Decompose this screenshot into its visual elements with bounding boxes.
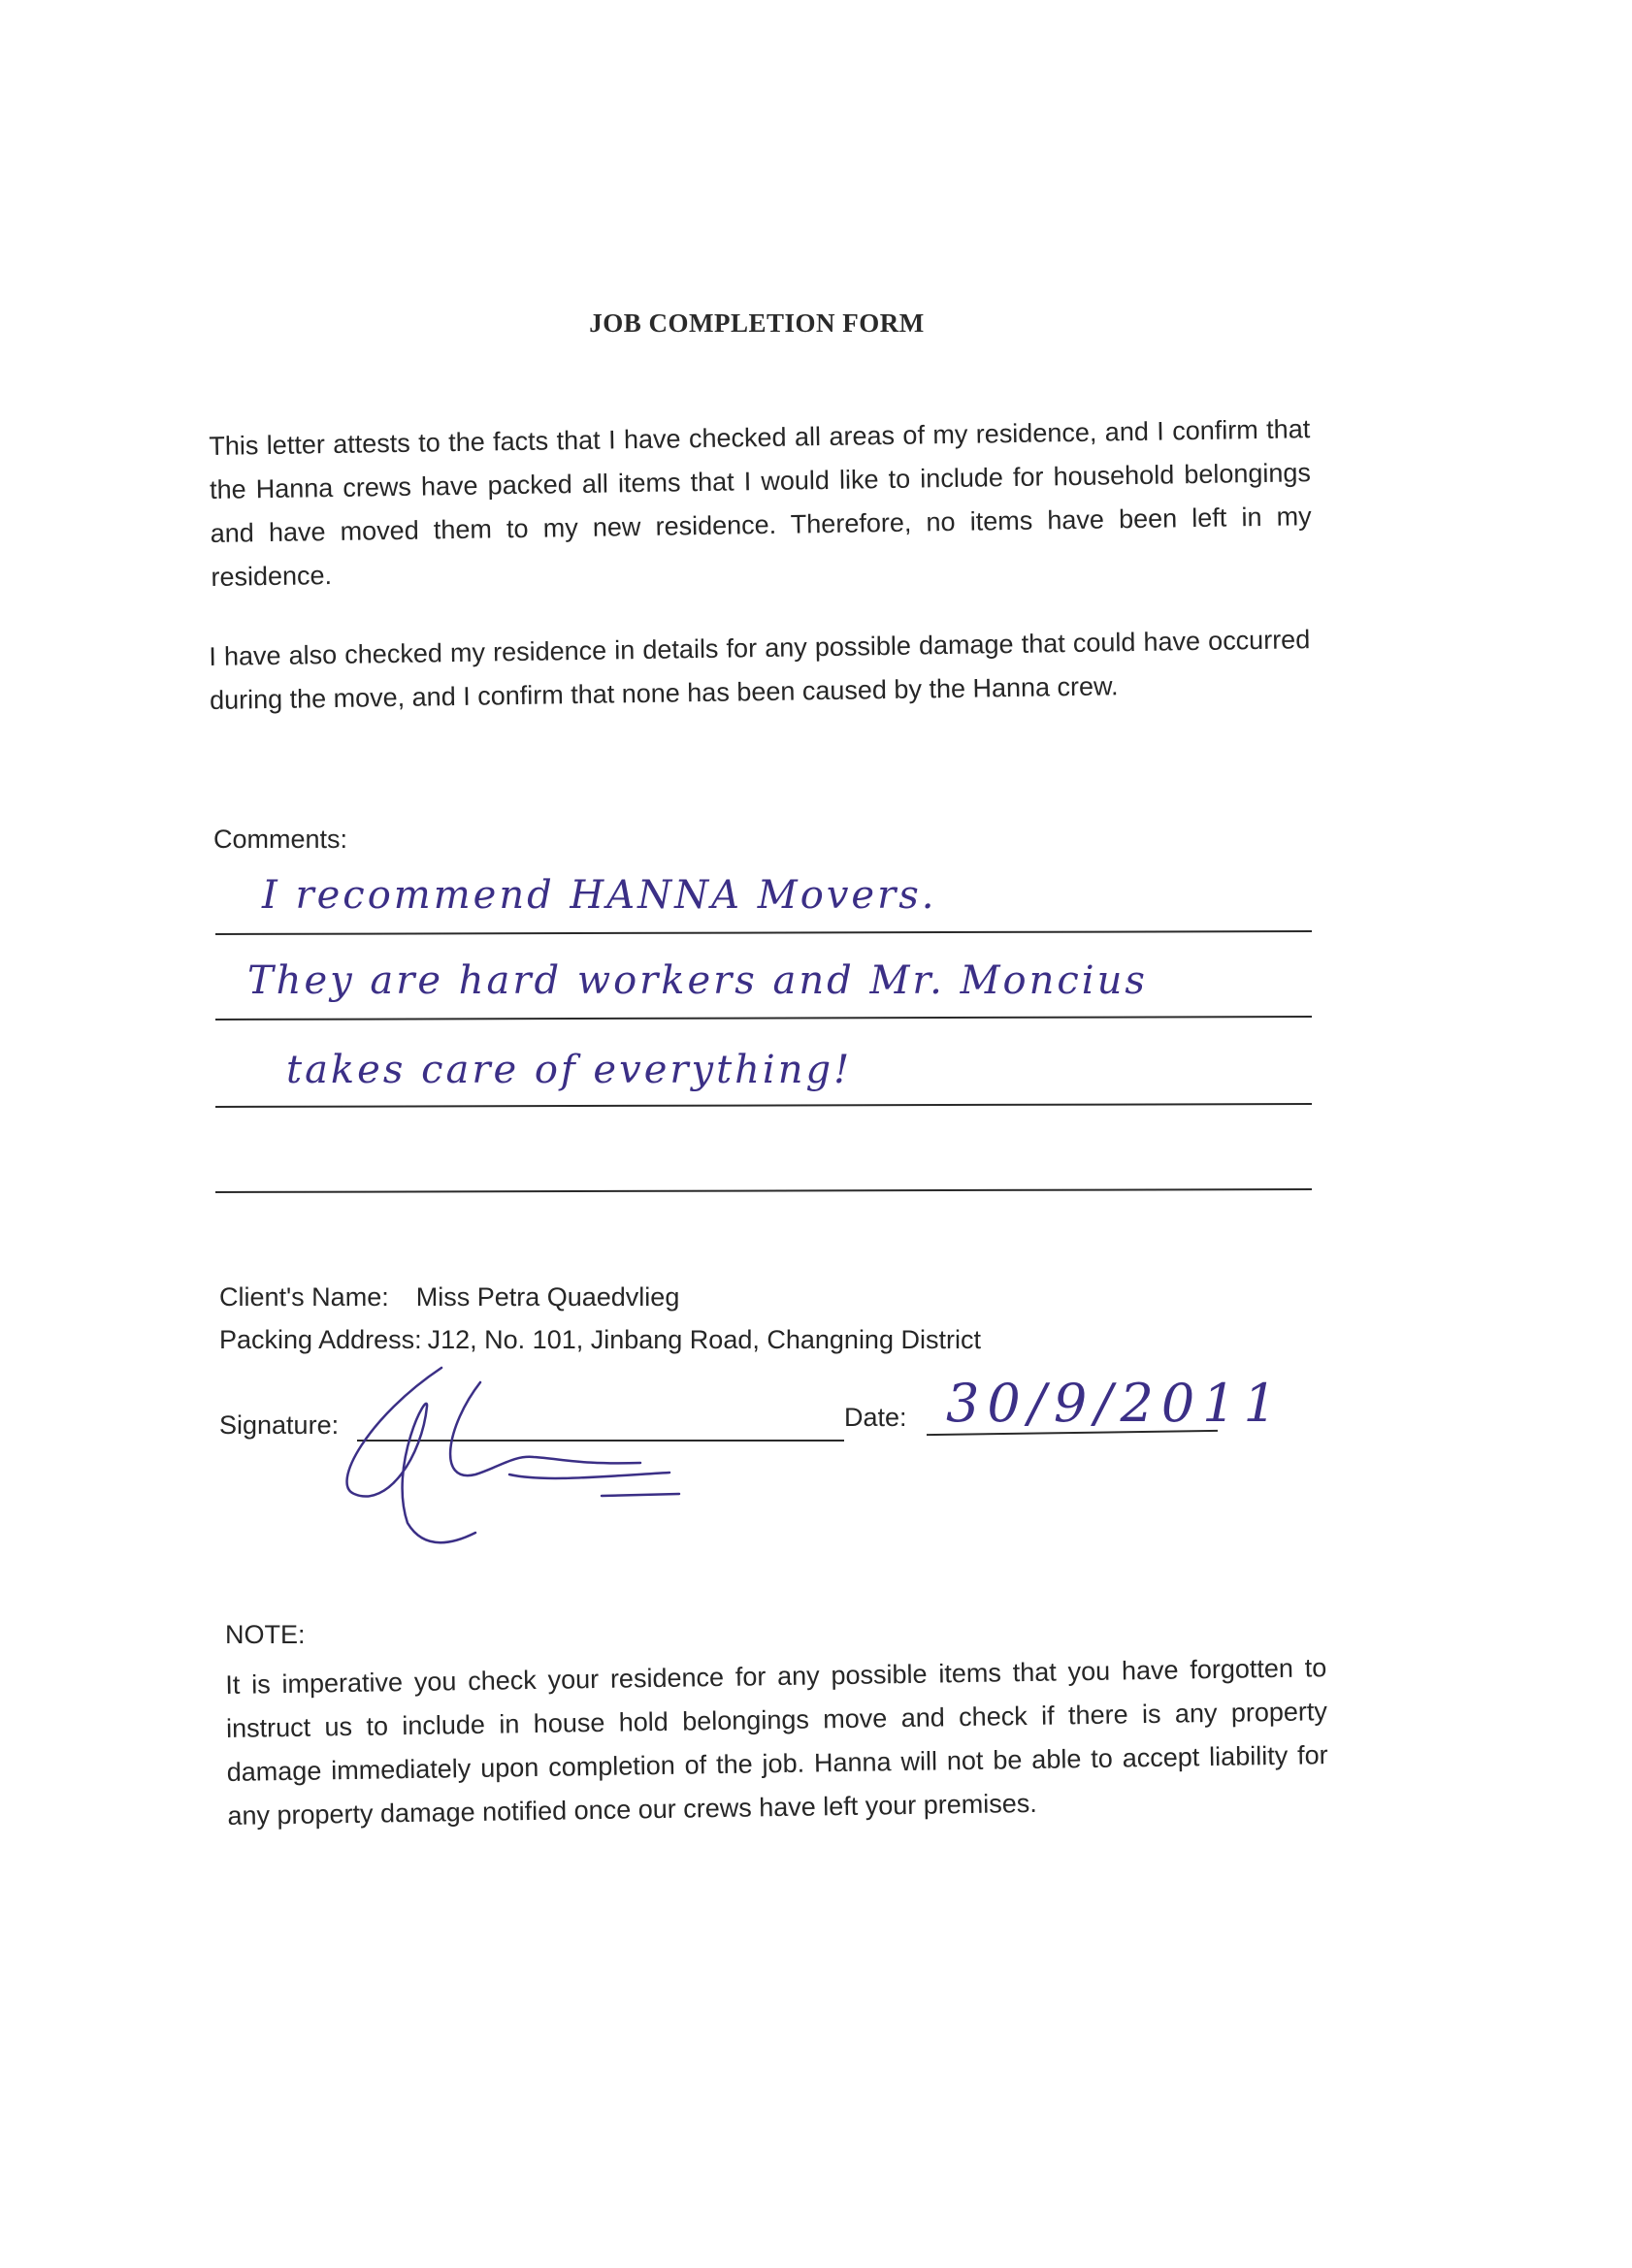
handwritten-comment-line-1: I recommend HANNA Movers. [262,873,937,918]
date-label: Date: [844,1403,907,1432]
comment-rule-line [215,1016,1312,1021]
client-name-row [219,1282,679,1312]
client-name-label: Client's Name: [219,1282,389,1312]
packing-address-label: Packing Address: [219,1325,422,1354]
comment-rule-line [215,930,1312,935]
comment-rule-line [215,1188,1312,1193]
client-name-value: Miss Petra Quaedvlieg [415,1282,680,1312]
signature-label: Signature: [219,1410,340,1440]
packing-address-value: J12, No. 101, Jinbang Road, Changning District [427,1325,981,1354]
note-label: NOTE: [225,1620,306,1649]
comment-rule-line [215,1103,1312,1108]
attestation-paragraph: This letter attests to the facts that I have checked all areas of my residence, and I confirm that the Hanna crews have packed all items that I would like to include for household belongings and have moved them to my new residence. Therefore, no items have been left in my residence. [209,414,1312,592]
note-text: It is imperative you check your residence for any possible items that you have forgotten to instruct us to include in house hold belongings move and check if there is any property damage immediately upon completion of the job. Hanna will not be able to accept liability for any property damage notified once our crews have left your premises. [225,1653,1328,1831]
damage-check-paragraph: I have also checked my residence in details for any possible damage that could have occurred during the move, and I confirm that none has been caused by the Hanna crew. [209,625,1311,715]
handwritten-date: 30/9/2011 [946,1373,1285,1434]
form-title: JOB COMPLETION FORM [589,308,925,338]
handwritten-signature [330,1348,737,1562]
handwritten-comment-line-3: takes care of everything! [286,1048,853,1092]
handwritten-comment-line-2: They are hard workers and Mr. Moncius [247,958,1148,1003]
comments-label: Comments: [213,825,348,854]
